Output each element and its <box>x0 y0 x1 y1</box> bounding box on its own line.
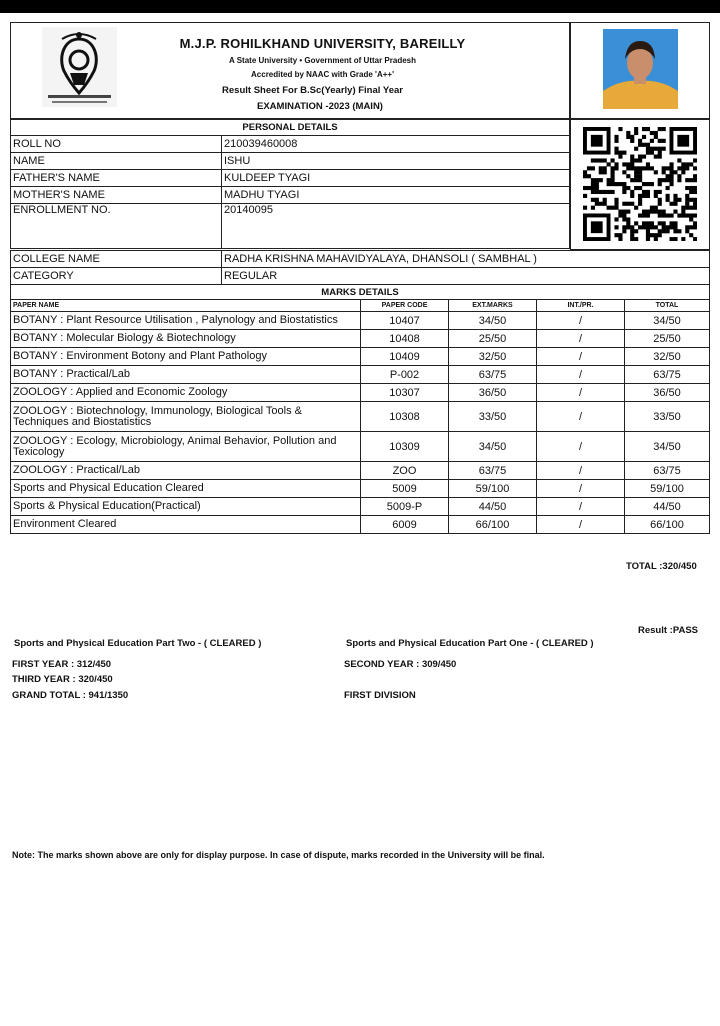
int-pr-cell: / <box>537 366 625 384</box>
ext-marks-cell: 63/75 <box>449 366 537 384</box>
value-mother-name: MADHU TYAGI <box>222 187 570 204</box>
college-table <box>10 250 710 300</box>
qr-code <box>583 127 697 241</box>
row-mother-name <box>11 187 570 204</box>
table-row <box>11 312 710 330</box>
disclaimer-note: Note: The marks shown above are only for display purpose. In case of dispute, marks recorded in the University will be final. <box>12 850 545 860</box>
int-pr-cell: / <box>537 384 625 402</box>
total-cell: 63/75 <box>625 462 710 480</box>
label-enrollment: ENROLLMENT NO. <box>11 204 222 249</box>
header-paper-name: PAPER NAME <box>11 300 361 312</box>
table-row <box>11 516 710 534</box>
total-cell: 36/50 <box>625 384 710 402</box>
top-bar <box>0 0 720 13</box>
sports-part-two: Sports and Physical Education Part Two - ( CLEARED ) <box>14 638 262 649</box>
table-row <box>11 330 710 348</box>
student-photo <box>603 29 678 109</box>
paper-code-cell: 10307 <box>361 384 449 402</box>
header-line-1: A State University • Government of Uttar Pradesh <box>229 56 416 65</box>
total-cell: 63/75 <box>625 366 710 384</box>
paper-name-cell: ZOOLOGY : Ecology, Microbiology, Animal Behavior, Pollution and Texicology <box>11 432 361 462</box>
marks-table <box>10 299 710 534</box>
paper-code-cell: 10308 <box>361 402 449 432</box>
header-line-4: EXAMINATION -2023 (MAIN) <box>257 101 383 112</box>
first-year-marks: FIRST YEAR : 312/450 <box>12 659 112 670</box>
total-cell: 59/100 <box>625 480 710 498</box>
int-pr-cell: / <box>537 312 625 330</box>
paper-name-cell: Sports and Physical Education Cleared <box>11 480 361 498</box>
paper-name-cell: Environment Cleared <box>11 516 361 534</box>
paper-code-cell: 10408 <box>361 330 449 348</box>
total-marks: TOTAL :320/450 <box>626 561 697 572</box>
paper-name-cell: ZOOLOGY : Biotechnology, Immunology, Biological Tools & Techniques and Biostatistics <box>11 402 361 432</box>
total-cell: 32/50 <box>625 348 710 366</box>
header-line-2: Accredited by NAAC with Grade 'A++' <box>251 70 394 79</box>
label-father-name: FATHER'S NAME <box>11 170 222 187</box>
table-row <box>11 432 710 462</box>
paper-name-cell: Sports & Physical Education(Practical) <box>11 498 361 516</box>
value-category: REGULAR <box>222 268 710 285</box>
row-enrollment <box>11 204 570 249</box>
division: FIRST DIVISION <box>344 690 416 701</box>
header-total: TOTAL <box>625 300 710 312</box>
row-father-name <box>11 170 570 187</box>
paper-name-cell: BOTANY : Practical/Lab <box>11 366 361 384</box>
paper-code-cell: P-002 <box>361 366 449 384</box>
value-father-name: KULDEEP TYAGI <box>222 170 570 187</box>
paper-code-cell: 5009 <box>361 480 449 498</box>
int-pr-cell: / <box>537 402 625 432</box>
total-cell: 44/50 <box>625 498 710 516</box>
header-int-pr: INT./PR. <box>537 300 625 312</box>
table-row <box>11 348 710 366</box>
paper-name-cell: ZOOLOGY : Practical/Lab <box>11 462 361 480</box>
row-roll-no <box>11 136 570 153</box>
ext-marks-cell: 32/50 <box>449 348 537 366</box>
total-cell: 34/50 <box>625 432 710 462</box>
paper-code-cell: 10407 <box>361 312 449 330</box>
paper-code-cell: ZOO <box>361 462 449 480</box>
ext-marks-cell: 33/50 <box>449 402 537 432</box>
table-row <box>11 498 710 516</box>
int-pr-cell: / <box>537 498 625 516</box>
marks-header-row <box>11 300 710 312</box>
university-name: M.J.P. ROHILKHAND UNIVERSITY, BAREILLY <box>179 36 466 51</box>
ext-marks-cell: 59/100 <box>449 480 537 498</box>
value-college: RADHA KRISHNA MAHAVIDYALAYA, DHANSOLI ( SAMBHAL ) <box>222 251 710 268</box>
header-ext-marks: EXT.MARKS <box>449 300 537 312</box>
ext-marks-cell: 34/50 <box>449 312 537 330</box>
int-pr-cell: / <box>537 330 625 348</box>
second-year-marks: SECOND YEAR : 309/450 <box>344 659 457 670</box>
ext-marks-cell: 66/100 <box>449 516 537 534</box>
row-category <box>11 268 710 285</box>
header-line-3: Result Sheet For B.Sc(Yearly) Final Year <box>222 85 403 96</box>
total-cell: 66/100 <box>625 516 710 534</box>
label-roll-no: ROLL NO <box>11 136 222 153</box>
total-cell: 33/50 <box>625 402 710 432</box>
marks-details-title: MARKS DETAILS <box>11 285 710 300</box>
table-row <box>11 462 710 480</box>
paper-code-cell: 5009-P <box>361 498 449 516</box>
row-name <box>11 153 570 170</box>
table-row <box>11 366 710 384</box>
table-row <box>11 384 710 402</box>
value-name: ISHU <box>222 153 570 170</box>
total-cell: 34/50 <box>625 312 710 330</box>
paper-code-cell: 10409 <box>361 348 449 366</box>
ext-marks-cell: 34/50 <box>449 432 537 462</box>
header-paper-code: PAPER CODE <box>361 300 449 312</box>
row-college <box>11 251 710 268</box>
paper-code-cell: 10309 <box>361 432 449 462</box>
personal-details-table <box>10 119 570 249</box>
paper-name-cell: ZOOLOGY : Applied and Economic Zoology <box>11 384 361 402</box>
int-pr-cell: / <box>537 516 625 534</box>
paper-name-cell: BOTANY : Plant Resource Utilisation , Palynology and Biostatistics <box>11 312 361 330</box>
int-pr-cell: / <box>537 480 625 498</box>
personal-details-title: PERSONAL DETAILS <box>11 120 570 136</box>
total-cell: 25/50 <box>625 330 710 348</box>
paper-code-cell: 6009 <box>361 516 449 534</box>
sports-part-one: Sports and Physical Education Part One - ( CLEARED ) <box>346 638 594 649</box>
value-roll-no: 210039460008 <box>222 136 570 153</box>
result-status: Result :PASS <box>638 625 699 636</box>
ext-marks-cell: 36/50 <box>449 384 537 402</box>
int-pr-cell: / <box>537 348 625 366</box>
paper-name-cell: BOTANY : Environment Botony and Plant Pathology <box>11 348 361 366</box>
grand-total: GRAND TOTAL : 941/1350 <box>12 690 129 701</box>
ext-marks-cell: 63/75 <box>449 462 537 480</box>
label-college: COLLEGE NAME <box>11 251 222 268</box>
table-row <box>11 480 710 498</box>
ext-marks-cell: 44/50 <box>449 498 537 516</box>
label-category: CATEGORY <box>11 268 222 285</box>
paper-name-cell: BOTANY : Molecular Biology & Biotechnology <box>11 330 361 348</box>
label-mother-name: MOTHER'S NAME <box>11 187 222 204</box>
int-pr-cell: / <box>537 462 625 480</box>
university-logo <box>42 27 117 107</box>
label-name: NAME <box>11 153 222 170</box>
table-row <box>11 402 710 432</box>
int-pr-cell: / <box>537 432 625 462</box>
ext-marks-cell: 25/50 <box>449 330 537 348</box>
third-year-marks: THIRD YEAR : 320/450 <box>12 674 113 685</box>
value-enrollment: 20140095 <box>222 204 570 249</box>
